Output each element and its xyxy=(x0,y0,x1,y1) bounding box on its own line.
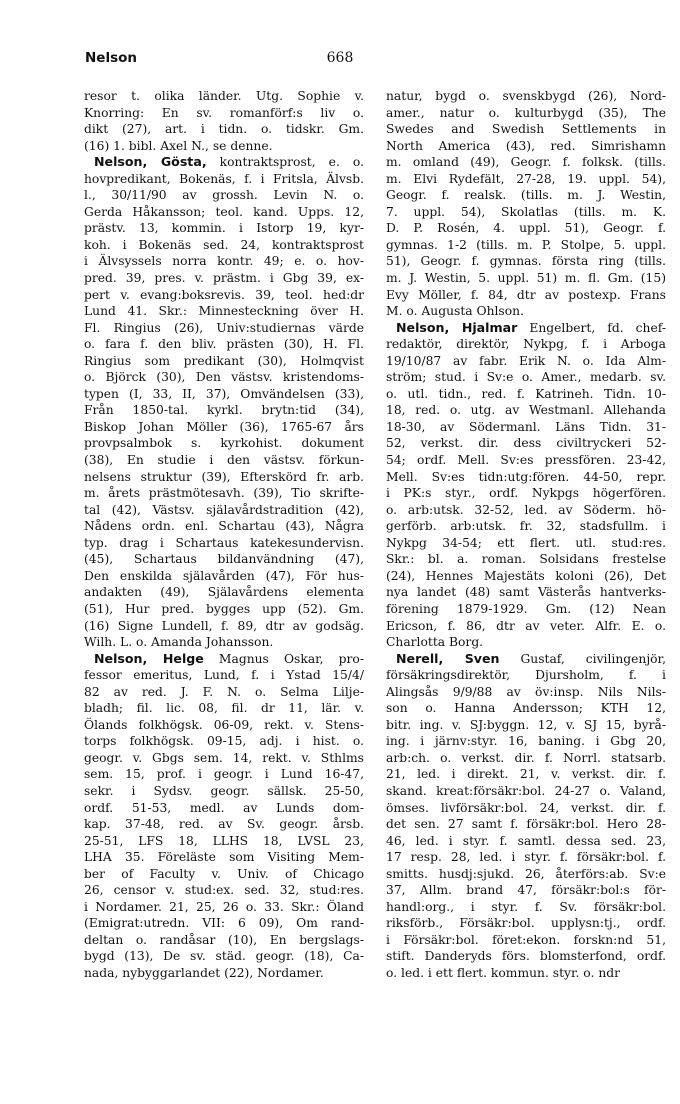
running-head: Nelson xyxy=(85,50,138,66)
text-line: handl:org., i styr. f. Sv. försäkr:bol. xyxy=(386,899,666,914)
text-line: (45), Schartaus bildanvändning (47), xyxy=(84,552,364,567)
text-line: 21, led. i direkt. 21, v. verkst. dir. f. xyxy=(386,767,666,782)
text-line: nya landet (48) samt Västerås hantverks- xyxy=(386,585,666,600)
text-line: i PK:s styr., ordf. Nykpgs högerfören. xyxy=(386,486,666,501)
text-line: o. fara f. den bliv. prästen (30), H. Fl. xyxy=(84,337,364,352)
text-line: Ericson, f. 86, dtr av veter. Alfr. E. o. xyxy=(386,618,666,633)
text-line: Den enskilda själavården (47), För hus- xyxy=(84,568,364,583)
text-line: D. P. Rosén, 4. uppl. 51), Geogr. f. xyxy=(386,221,666,236)
text-line: gymnas. 1-2 (tills. m. P. Stolpe, 5. uppl. xyxy=(386,237,666,252)
text-line: pert v. evang:boksrevis. 39, teol. hed:dr xyxy=(84,287,364,302)
text-line: 82 av red. J. F. N. o. Selma Lilje- xyxy=(84,684,364,699)
text-line: m. omland (49), Geogr. f. folksk. (tills. xyxy=(386,155,666,170)
text-line: 54; ordf. Mell. Sv:es pressfören. 23-42, xyxy=(386,453,666,468)
text-line: 17 resp. 28, led. i styr. f. försäkr:bol. f. xyxy=(386,850,666,865)
text-line: dikt (27), art. i tidn. o. tidskr. Gm. xyxy=(84,122,364,137)
text-line: Geogr. f. realsk. (tills. m. J. Westin, xyxy=(386,188,666,203)
entry-head-line: Nelson, Gösta, kontraktsprost, e. o. xyxy=(94,154,364,170)
text-line: m. Elvi Rydefält, 27-28, 19. uppl. 54), xyxy=(386,171,666,186)
text-line: koh. i Bokenäs sed. 24, kontraktsprost xyxy=(84,237,364,252)
text-line: typen (I, 33, II, 37), Omvändelsen (33), xyxy=(84,386,364,401)
text-line: o. led. i ett flert. kommun. styr. o. ndr xyxy=(386,965,620,980)
text-line: sekr. i Sydsv. geogr. sällsk. 25-50, xyxy=(84,783,364,798)
text-line: (Emigrat:utredn. VII: 6 09), Om rand- xyxy=(84,916,364,931)
text-line: provpsalmbok s. kyrkohist. dokument xyxy=(84,436,364,451)
text-line: ing. i järnv:styr. 16, baning. i Gbg 20, xyxy=(386,734,666,749)
text-line: det sen. 27 samt f. försäkr:bol. Hero 28- xyxy=(386,817,666,832)
text-line: i Nordamer. 21, 25, 26 o. 33. Skr.: Öland xyxy=(84,899,364,914)
text-line: Knorring: En sv. romanförf:s liv o. xyxy=(84,105,364,120)
text-line: (38), En studie i den västsv. förkun- xyxy=(84,453,364,468)
text-line: o. Björck (30), Den västsv. kristendoms- xyxy=(84,370,364,385)
text-line: Ringius som predikant (30), Holmqvist xyxy=(84,353,364,368)
text-line: 51), Geogr. f. gymnas. första ring (tills. xyxy=(386,254,666,269)
text-line: gerförb. arb:utsk. fr. 32, stadsfullm. i xyxy=(386,519,666,534)
text-line: (16) Signe Lundell, f. 89, dtr av godsäg. xyxy=(84,618,364,633)
text-line: son o. Hanna Andersson; KTH 12, xyxy=(386,701,666,716)
text-line: Swedes and Swedish Settlements in xyxy=(386,122,666,137)
text-line: l., 30/11/90 av grossh. Levin N. o. xyxy=(84,188,364,203)
text-line: bygd (13), De sv. städ. geogr. (18), Ca- xyxy=(84,949,364,964)
left-column xyxy=(84,88,364,982)
text-line: deltan o. randåsar (10), En bergslags- xyxy=(84,932,364,947)
text-line: ström; stud. i Sv:e o. Amer., medarb. sv. xyxy=(386,370,666,385)
text-line: smitts. husdj:sjukd. 26, återförs:ab. Sv:e xyxy=(386,866,666,881)
text-line: hovpredikant, Bokenäs, f. i Fritsla, Älvsb. xyxy=(84,171,364,186)
text-line: Nykpg 34-54; ett flert. utl. stud:res. xyxy=(386,535,666,550)
text-line: andakten (49), Själavårdens elementa xyxy=(84,585,364,600)
text-line: m. J. Westin, 5. uppl. 51) m. fl. Gm. (15) xyxy=(386,271,666,286)
text-line: 25-51, LFS 18, LLHS 18, LVSL 23, xyxy=(84,833,364,848)
text-line: pred. 39, pres. v. prästm. i Gbg 39, ex- xyxy=(84,271,364,286)
entry-head-line: Nelson, Hjalmar Engelbert, fd. chef- xyxy=(396,319,666,335)
text-line: (24), Hennes Majestäts koloni (26), Det xyxy=(386,568,666,583)
text-line: amer., natur o. kulturbygd (35), The xyxy=(386,105,666,120)
text-line: Gerda Håkansson; teol. kand. Upps. 12, xyxy=(84,204,364,219)
text-line: o. arb:utsk. 32-52, led. av Söderm. hö- xyxy=(386,502,666,517)
text-line: o. utl. tidn., red. f. Katrineh. Tidn. 10- xyxy=(386,386,666,401)
page-header xyxy=(0,50,680,72)
text-line: 37, Allm. brand 47, försäkr:bol:s för- xyxy=(386,883,666,898)
text-line: (51), Hur pred. bygges upp (52). Gm. xyxy=(84,601,364,616)
text-line: torps folkhögsk. 09-15, adj. i hist. o. xyxy=(84,734,364,749)
text-line: förening 1879-1929. Gm. (12) Nean xyxy=(386,601,666,616)
text-line: 46, led. i styr. f. samtl. dessa sed. 23, xyxy=(386,833,666,848)
text-line: Lund 41. Skr.: Minnesteckning över H. xyxy=(84,304,364,319)
text-line: natur, bygd o. svenskbygd (26), Nord- xyxy=(386,89,666,103)
text-line: nelsens struktur (39), Efterskörd fr. arb. xyxy=(84,469,364,484)
text-line: prästv. 13, kommin. i Istorp 19, kyr- xyxy=(84,221,364,236)
text-line: i Försäkr:bol. föret:ekon. forskn:nd 51, xyxy=(386,932,666,947)
text-line: skand. kreat:försäkr:bol. 24-27 o. Valand, xyxy=(386,783,666,798)
right-column xyxy=(386,88,666,982)
text-line: Evy Möller, f. 84, dtr av postexp. Frans xyxy=(386,287,666,302)
text-line: arb:ch. o. verkst. dir. f. Norrl. statsarb. xyxy=(386,750,666,765)
text-line: Nådens ordn. enl. Schartau (43), Några xyxy=(84,519,364,534)
text-line: bladh; fil. lic. 08, fil. dr 11, lär. v. xyxy=(84,701,364,716)
text-line: Fl. Ringius (26), Univ:studiernas värde xyxy=(84,320,364,335)
text-line: ber of Faculty v. Univ. of Chicago xyxy=(84,866,364,881)
text-line: 18-30, av Södermanl. Läns Tidn. 31- xyxy=(386,419,666,434)
text-line: kap. 37-48, red. av Sv. geogr. årsb. xyxy=(84,817,364,832)
entry-head-line: Nelson, Helge Magnus Oskar, pro- xyxy=(94,650,364,666)
text-line: stift. Danderyds förs. blomsterfond, ordf. xyxy=(386,949,666,964)
text-line: i Älvsyssels norra kontr. 49; e. o. hov- xyxy=(84,254,364,269)
text-line: typ. drag i Schartaus katekesundervisn. xyxy=(84,535,364,550)
text-line: Mell. Sv:es tidn:utg:fören. 44-50, repr. xyxy=(386,469,666,484)
text-line: Biskop Johan Möller (36), 1765-67 års xyxy=(84,419,364,434)
text-line: Från 1850-tal. kyrkl. brytn:tid (34), xyxy=(84,403,364,418)
text-line: resor t. olika länder. Utg. Sophie v. xyxy=(84,89,364,103)
text-line: Charlotta Borg. xyxy=(386,635,484,650)
text-line: tal (42), Västsv. själavårdstradition (42), xyxy=(84,502,364,517)
text-line: riksförb., Försäkr:bol. upplysn:tj., ordf. xyxy=(386,916,666,931)
text-line: försäkringsdirektör, Djursholm, f. i xyxy=(386,668,666,683)
entry-head-line: Nerell, Sven Gustaf, civilingenjör, xyxy=(396,650,666,666)
text-line: sem. 15, prof. i geogr. i Lund 16-47, xyxy=(84,767,364,782)
text-line: LHA 35. Föreläste som Visiting Mem- xyxy=(84,850,364,865)
text-line: 18, red. o. utg. av Westmanl. Allehanda xyxy=(386,403,666,418)
text-line: fessor emeritus, Lund, f. i Ystad 15/4/ xyxy=(84,668,364,683)
text-line: (16) 1. bibl. Axel N., se denne. xyxy=(84,138,273,153)
text-line: Skr.: bl. a. roman. Solsidans frestelse xyxy=(386,552,666,567)
text-line: North America (43), red. Simrishamn xyxy=(386,138,666,153)
text-line: Alingsås 9/9/88 av öv:insp. Nils Nils- xyxy=(386,684,666,699)
text-line: nada, nybyggarlandet (22), Nordamer. xyxy=(84,965,324,980)
text-line: Wilh. L. o. Amanda Johansson. xyxy=(84,635,274,650)
text-line: m. årets prästmötesavh. (39), Tio skrifte- xyxy=(84,486,364,501)
text-line: ömses. livförsäkr:bol. 24, verkst. dir. f. xyxy=(386,800,666,815)
text-line: bitr. ing. v. SJ:byggn. 12, v. SJ 15, byrå- xyxy=(386,717,666,732)
text-line: 52, verkst. dir. dess civiltryckeri 52- xyxy=(386,436,666,451)
text-line: geogr. v. Gbgs sem. 14, rekt. v. Sthlms xyxy=(84,750,364,765)
text-line: 7. uppl. 54), Skolatlas (tills. m. K. xyxy=(386,204,666,219)
text-line: redaktör, direktör, Nykpg, f. i Arboga xyxy=(386,337,666,352)
text-line: 26, censor v. stud:ex. sed. 32, stud:res. xyxy=(84,883,364,898)
text-line: Ölands folkhögsk. 06-09, rekt. v. Stens- xyxy=(84,717,364,732)
text-line: M. o. Augusta Ohlson. xyxy=(386,304,524,319)
text-line: ordf. 51-53, medl. av Lunds dom- xyxy=(84,800,364,815)
page-number: 668 xyxy=(326,50,354,66)
text-line: 19/10/87 av fabr. Erik N. o. Ida Alm- xyxy=(386,353,666,368)
